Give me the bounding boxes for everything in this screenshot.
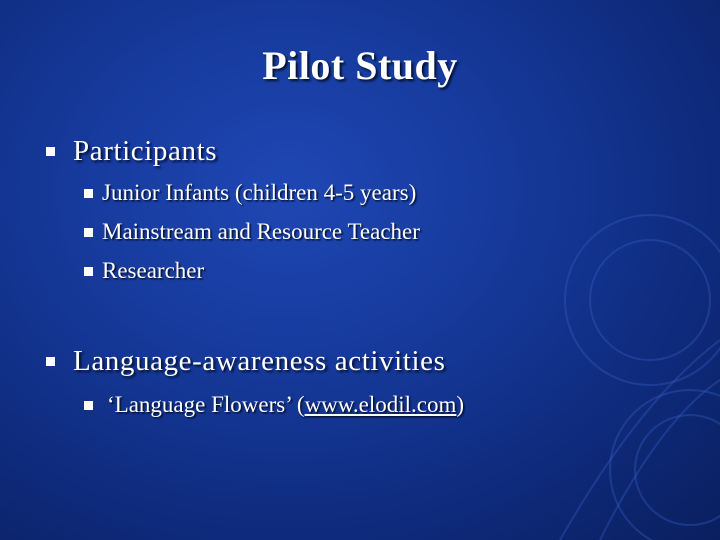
sub-bullet-mainstream-teacher	[84, 219, 420, 245]
bullet-square-icon	[84, 189, 93, 198]
bullet-square-icon	[46, 147, 55, 156]
sub-bullet-suffix: )	[456, 392, 465, 417]
bullet-language-awareness	[46, 345, 445, 378]
bullet-square-icon	[46, 357, 55, 366]
bullet-text: Participants	[73, 135, 218, 167]
sub-bullet-text	[107, 392, 464, 418]
sub-bullet-text: Researcher	[102, 258, 205, 283]
bullet-square-icon	[84, 267, 93, 276]
sub-bullet-prefix: ‘Language Flowers’ (	[107, 392, 305, 417]
slide-title: Pilot Study	[262, 43, 458, 88]
sub-bullet-researcher	[84, 258, 204, 284]
sub-bullet-text: Junior Infants (children 4-5 years)	[102, 180, 417, 205]
sub-bullet-language-flowers	[84, 392, 464, 418]
elodil-link[interactable]: www.elodil.com	[304, 392, 457, 417]
bullet-participants	[46, 135, 217, 168]
bullet-text: Language-awareness activities	[73, 345, 446, 377]
sub-bullet-text: Mainstream and Resource Teacher	[102, 219, 420, 244]
bullet-square-icon	[84, 228, 93, 237]
bullet-square-icon	[84, 401, 93, 410]
sub-bullet-junior-infants	[84, 180, 416, 206]
